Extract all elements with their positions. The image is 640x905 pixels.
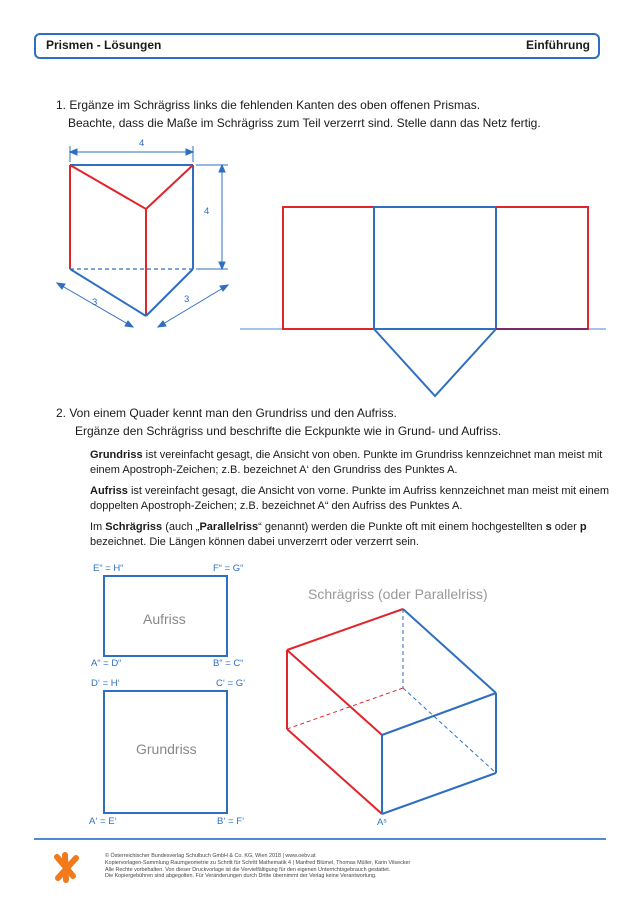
task2-line2: Ergänze den Schrägriss und beschrifte die Eckpunkte wie in Grund- und Aufriss. bbox=[75, 424, 502, 438]
task1-line2: Beachte, dass die Maße im Schrägriss zum Teil verzerrt sind. Stelle dann das Netz fertig. bbox=[68, 116, 541, 130]
info-p3-a: Im bbox=[90, 521, 106, 533]
info-p3-s: s bbox=[545, 521, 552, 533]
aufriss-bottom-left-label: A“ = D“ bbox=[91, 658, 122, 669]
footer-text bbox=[105, 853, 585, 880]
grundriss-bottom-right-label: B‘ = F‘ bbox=[217, 816, 245, 827]
dim-left-label: 3 bbox=[92, 297, 98, 308]
dim-height-label: 4 bbox=[204, 206, 210, 217]
header-title: Prismen - Lösungen bbox=[46, 38, 162, 52]
aufriss-bottom-right-label: B“ = C“ bbox=[213, 658, 244, 669]
info-grundriss-text: ist vereinfacht gesagt, die Ansicht von oben. Punkte im Grundriss kennzeichnet man meist mit einem Apostroph-Zeichen; z.B. bezeichnet A‘ den Grundriss des Punktes A. bbox=[90, 449, 603, 476]
info-p3-c: “ genannt) werden die Punkte oft mit einem hochgestellten bbox=[258, 521, 546, 533]
info-p3-term2: Parallelriss bbox=[199, 521, 259, 533]
grundriss-top-left-label: D‘ = H‘ bbox=[91, 678, 120, 689]
footer-line-4: Die Kopiergebühren sind abgegolten. Für Veränderungen durch Dritte übernimmt der Verlag keine Verantwortung. bbox=[105, 873, 377, 880]
footer-line-1: © Österreichischer Bundesverlag Schulbuch GmbH & Co. KG, Wien 2018 | www.oebv.at bbox=[105, 853, 316, 859]
info-aufriss-text: ist vereinfacht gesagt, die Ansicht von vorne. Punkte im Aufriss kennzeichnet man meist mit einem doppelten Apostroph-Zeichen; z.B. bezeichnet A“ den Aufriss des Punktes A. bbox=[90, 485, 610, 512]
info-aufriss-term: Aufriss bbox=[90, 485, 128, 497]
info-p3-b: (auch „ bbox=[162, 521, 200, 533]
grundriss-bottom-left-label: A‘ = E‘ bbox=[89, 816, 117, 827]
info-p3-e: bezeichnet. Die Längen können dabei unverzerrt oder verzerrt sein. bbox=[90, 536, 419, 548]
schraegriss-title: Schrägriss (oder Parallelriss) bbox=[308, 586, 488, 602]
footer-line-2: Kopiervorlagen-Sammlung Raumgeometrie zu Schritt für Schritt Mathematik 4 | Manfred Blümel, Thomas Müller, Karin Vilsecker bbox=[105, 859, 411, 866]
aufriss-title: Aufriss bbox=[143, 611, 186, 627]
point-a-label: Aˢ bbox=[377, 817, 387, 828]
dim-top-label: 4 bbox=[139, 138, 145, 149]
aufriss-top-left-label: E“ = H“ bbox=[93, 563, 124, 574]
task1-line1: 1. Ergänze im Schrägriss links die fehlenden Kanten des oben offenen Prismas. bbox=[56, 98, 481, 112]
task2-line1: 2. Von einem Quader kennt man den Grundriss und den Aufriss. bbox=[56, 406, 397, 420]
header-tag: Einführung bbox=[526, 38, 590, 52]
aufriss-top-right-label: F“ = G“ bbox=[213, 563, 244, 574]
info-grundriss-term: Grundriss bbox=[90, 449, 143, 461]
grundriss-title: Grundriss bbox=[136, 741, 197, 757]
grundriss-top-right-label: C‘ = G‘ bbox=[216, 678, 246, 689]
dim-right-label: 3 bbox=[184, 294, 190, 305]
info-p3-d: oder bbox=[551, 521, 580, 533]
info-p3-term1: Schrägriss bbox=[105, 521, 163, 533]
info-p3-p: p bbox=[579, 521, 587, 533]
footer-line-3: Alle Rechte vorbehalten. Von dieser Druckvorlage ist die Vervielfältigung für den eigenen Unterrichtsgebrauch gestattet. bbox=[105, 866, 391, 873]
